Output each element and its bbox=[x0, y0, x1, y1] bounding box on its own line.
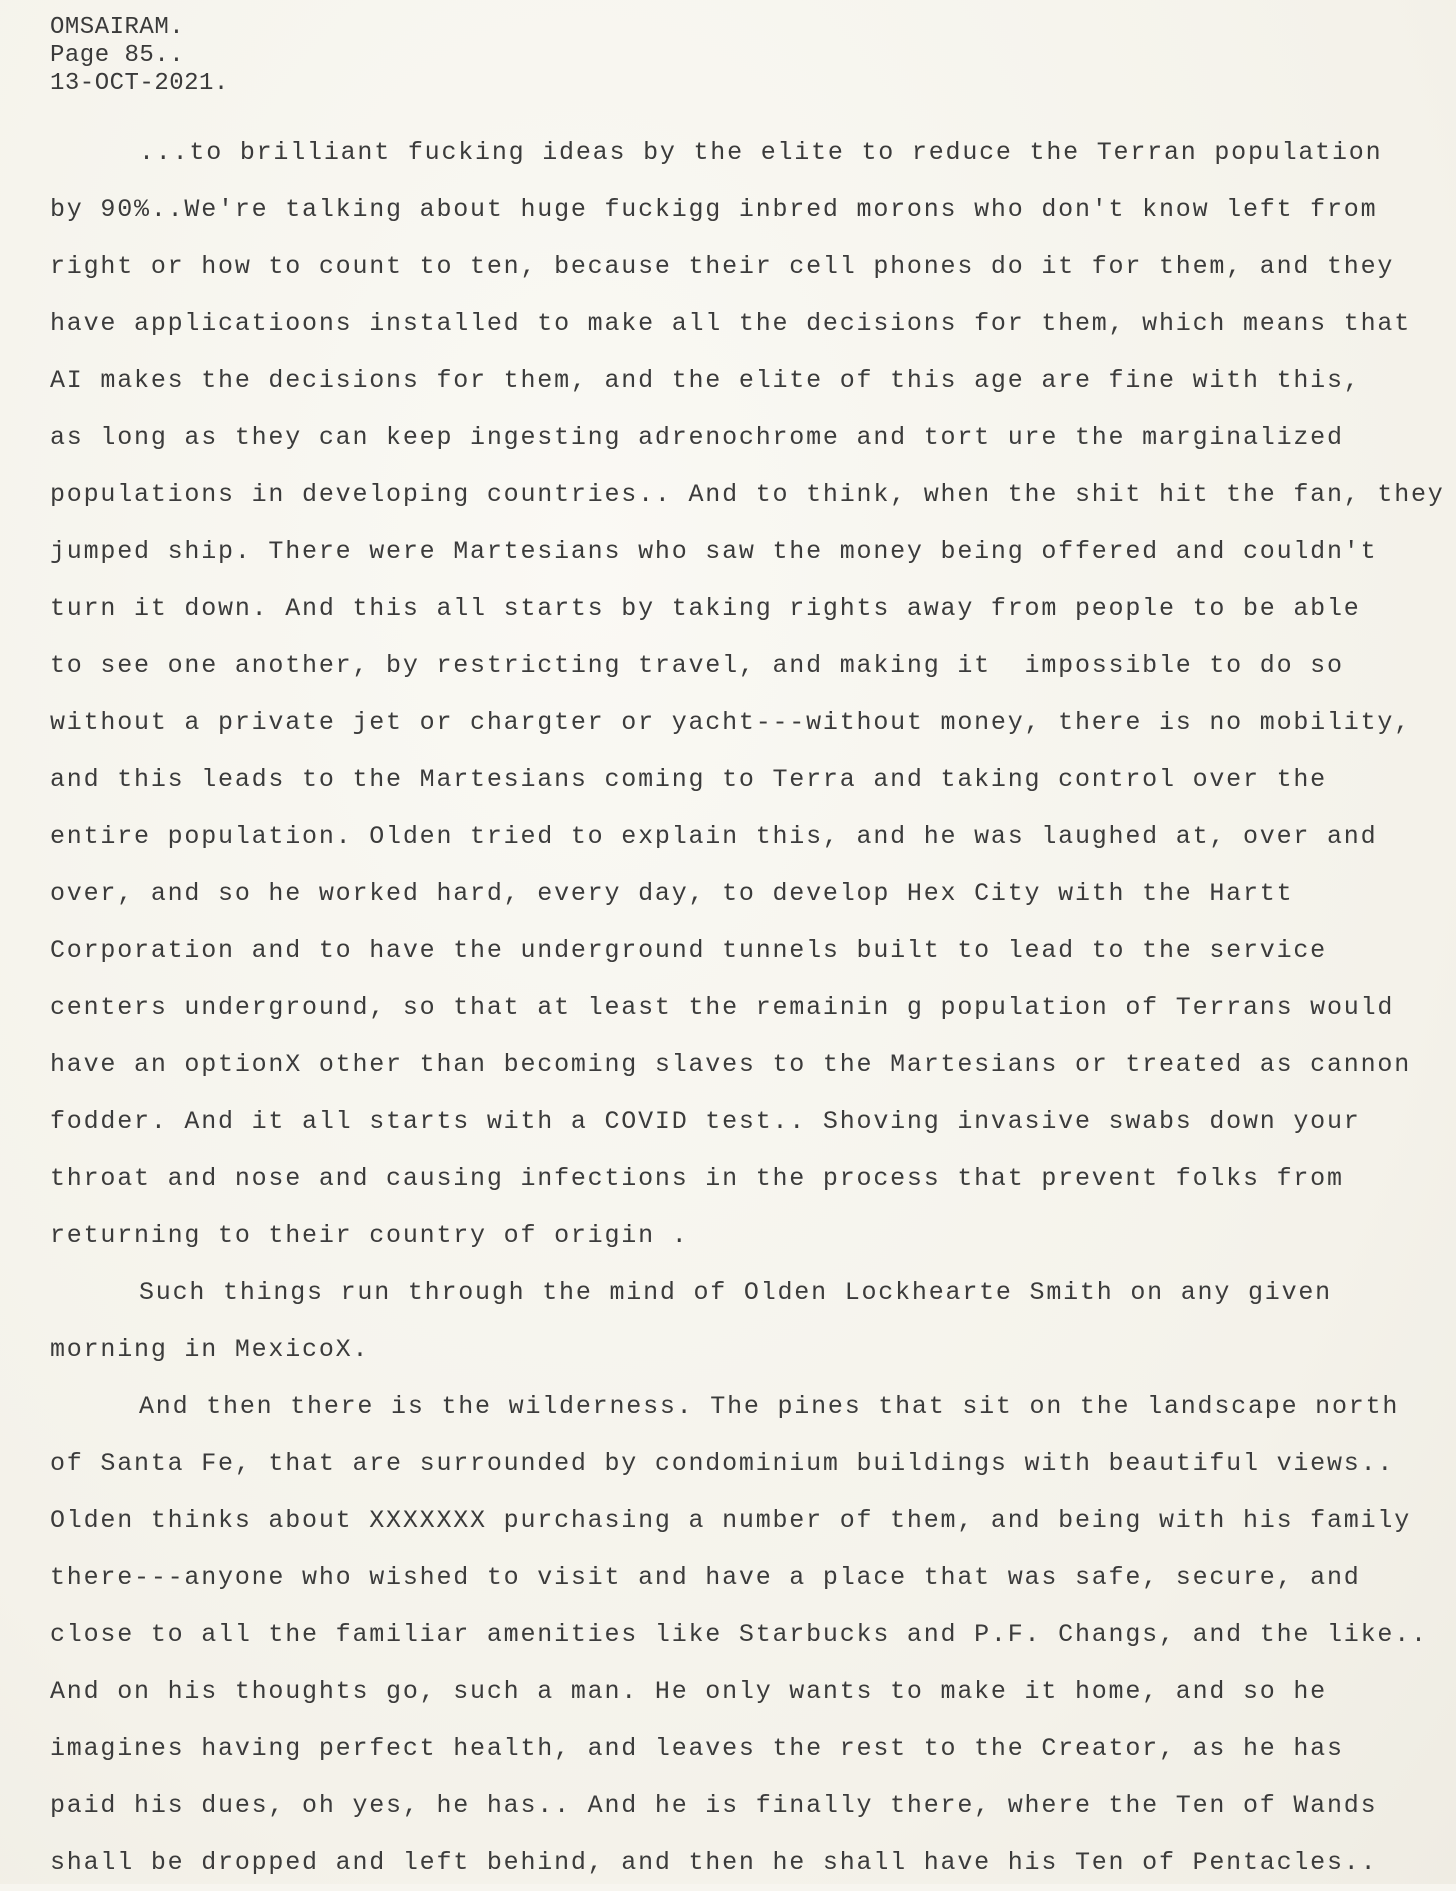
text-line: returning to their country of origin . bbox=[50, 1221, 689, 1250]
text-line: Corporation and to have the underground tunnels built to lead to the service bbox=[50, 936, 1327, 965]
page-header bbox=[50, 14, 229, 98]
text-line: paid his dues, oh yes, he has.. And he is finally there, where the Ten of Wands bbox=[50, 1791, 1378, 1820]
header-title: OMSAIRAM. bbox=[50, 14, 185, 41]
text-line: and this leads to the Martesians coming to Terra and taking control over the bbox=[50, 765, 1327, 794]
text-line: there---anyone who wished to visit and have a place that was safe, secure, and bbox=[50, 1563, 1361, 1592]
text-line: And then there is the wilderness. The pines that sit on the landscape north bbox=[139, 1392, 1400, 1421]
text-line: to see one another, by restricting travel, and making it impossible to do so bbox=[50, 651, 1344, 680]
text-line: morning in MexicoX. bbox=[50, 1335, 370, 1364]
body-text bbox=[50, 124, 1450, 1891]
header-page-number: Page 85.. bbox=[50, 42, 185, 69]
text-line: Such things run through the mind of Olden Lockhearte Smith on any given bbox=[139, 1278, 1332, 1307]
text-line: close to all the familiar amenities like Starbucks and P.F. Changs, and the like.. bbox=[50, 1620, 1428, 1649]
text-line: shall be dropped and left behind, and then he shall have his Ten of Pentacles.. bbox=[50, 1848, 1378, 1877]
text-line: throat and nose and causing infections in the process that prevent folks from bbox=[50, 1164, 1344, 1193]
text-line: of Santa Fe, that are surrounded by condominium buildings with beautiful views.. bbox=[50, 1449, 1395, 1478]
text-line: entire population. Olden tried to explain this, and he was laughed at, over and bbox=[50, 822, 1378, 851]
text-line: jumped ship. There were Martesians who saw the money being offered and couldn't bbox=[50, 537, 1378, 566]
text-line: have an optionX other than becoming slaves to the Martesians or treated as cannon bbox=[50, 1050, 1411, 1079]
text-line: populations in developing countries.. And to think, when the shit hit the fan, they bbox=[50, 480, 1445, 509]
text-line: turn it down. And this all starts by taking rights away from people to be able bbox=[50, 594, 1361, 623]
text-line: fodder. And it all starts with a COVID test.. Shoving invasive swabs down your bbox=[50, 1107, 1361, 1136]
text-line: AI makes the decisions for them, and the elite of this age are fine with this, bbox=[50, 366, 1361, 395]
text-line: by 90%..We're talking about huge fuckigg inbred morons who don't know left from bbox=[50, 195, 1378, 224]
text-line: ...to brilliant fucking ideas by the elite to reduce the Terran population bbox=[139, 138, 1383, 167]
text-line: Olden thinks about XXXXXXX purchasing a number of them, and being with his family bbox=[50, 1506, 1411, 1535]
text-line: without a private jet or chargter or yacht---without money, there is no mobility, bbox=[50, 708, 1411, 737]
header-date: 13-OCT-2021. bbox=[50, 70, 229, 97]
text-line: have applicatioons installed to make all the decisions for them, which means that bbox=[50, 309, 1411, 338]
text-line: right or how to count to ten, because their cell phones do it for them, and they bbox=[50, 252, 1395, 281]
text-line: centers underground, so that at least the remainin g population of Terrans would bbox=[50, 993, 1395, 1022]
text-line: over, and so he worked hard, every day, to develop Hex City with the Hartt bbox=[50, 879, 1294, 908]
text-line: imagines having perfect health, and leaves the rest to the Creator, as he has bbox=[50, 1734, 1344, 1763]
text-line: And on his thoughts go, such a man. He only wants to make it home, and so he bbox=[50, 1677, 1327, 1706]
text-line: as long as they can keep ingesting adrenochrome and tort ure the marginalized bbox=[50, 423, 1344, 452]
